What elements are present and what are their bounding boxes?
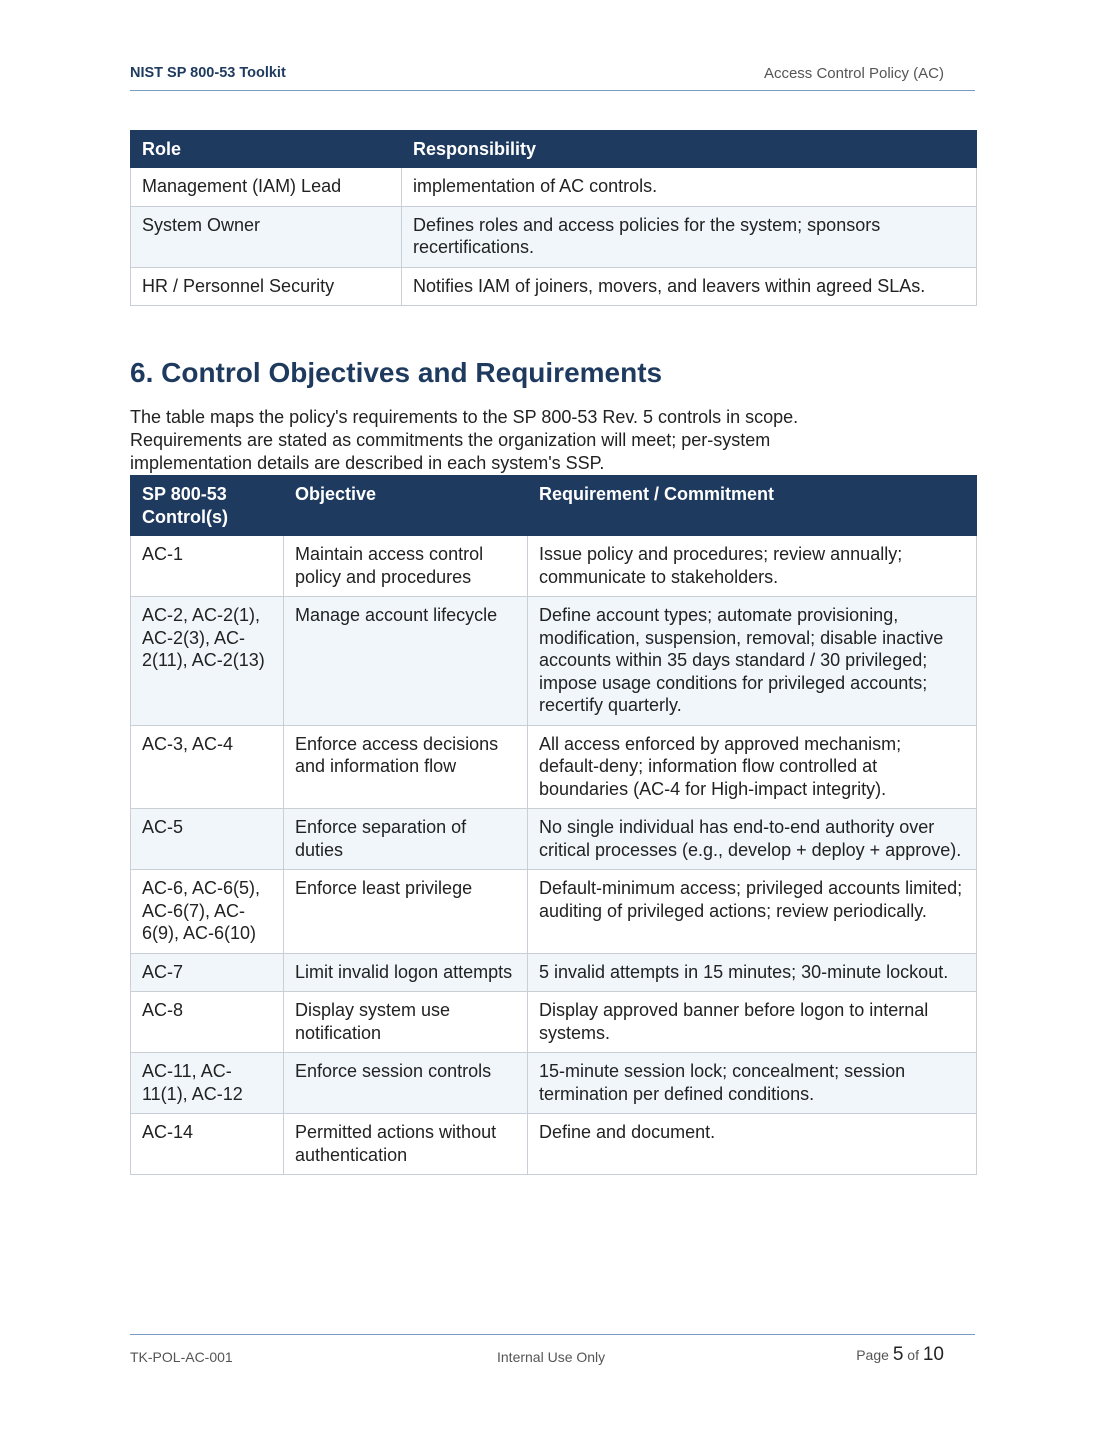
requirement-cell: Define and document.: [528, 1114, 977, 1175]
objective-cell: Permitted actions without authentication: [284, 1114, 528, 1175]
table-row: [131, 953, 977, 992]
header-policy-title: Access Control Policy (AC): [763, 65, 944, 82]
requirement-cell: Default-minimum access; privileged accounts limited; auditing of privileged actions; review periodically.: [528, 870, 977, 954]
responsibility-cell: Notifies IAM of joiners, movers, and leavers within agreed SLAs.: [402, 267, 977, 306]
page-header: [130, 62, 975, 91]
role-cell: Management (IAM) Lead: [131, 168, 402, 207]
responsibility-cell: Defines roles and access policies for the system; sponsors recertifications.: [402, 206, 977, 267]
role-cell: System Owner: [131, 206, 402, 267]
footer-classification: Internal Use Only: [497, 1349, 606, 1365]
table-header-row: [131, 476, 977, 536]
objective-cell: Display system use notification: [284, 992, 528, 1053]
column-header-requirement: Requirement / Commitment: [528, 476, 977, 536]
requirement-cell: All access enforced by approved mechanism; default-deny; information flow controlled at boundaries (AC-4 for High-impact integrity).: [528, 725, 977, 809]
objective-cell: Maintain access control policy and procedures: [284, 536, 528, 597]
column-header-role: Role: [131, 131, 402, 168]
control-id-cell: AC-1: [131, 536, 284, 597]
objective-cell: Enforce access decisions and information flow: [284, 725, 528, 809]
table-row: [131, 1053, 977, 1114]
objective-cell: Enforce separation of duties: [284, 809, 528, 870]
page-current: 5: [892, 1344, 904, 1365]
table-row: [131, 725, 977, 809]
requirement-cell: Issue policy and procedures; review annually; communicate to stakeholders.: [528, 536, 977, 597]
page-label: Page: [856, 1347, 889, 1363]
section-intro: The table maps the policy's requirements to the SP 800-53 Rev. 5 controls in scope. Requirements are stated as commitments the organization will meet; per-system implementation details are described in each system's SSP.: [130, 407, 799, 473]
requirement-cell: 15-minute session lock; concealment; session termination per defined conditions.: [528, 1053, 977, 1114]
objective-cell: Manage account lifecycle: [284, 597, 528, 726]
table-row: [131, 206, 977, 267]
table-row: [131, 1114, 977, 1175]
table-row: [131, 870, 977, 954]
responsibility-cell: implementation of AC controls.: [402, 168, 977, 207]
objective-cell: Limit invalid logon attempts: [284, 953, 528, 992]
control-id-cell: AC-7: [131, 953, 284, 992]
table-row: [131, 992, 977, 1053]
control-id-cell: AC-8: [131, 992, 284, 1053]
requirement-cell: Define account types; automate provisioning, modification, suspension, removal; disable inactive accounts within 35 days standard / 30 privileged; impose usage conditions for privileged accounts; recertify quarterly.: [528, 597, 977, 726]
control-id-cell: AC-6, AC-6(5), AC-6(7), AC-6(9), AC-6(10): [131, 870, 284, 954]
controls-table: [130, 475, 977, 1175]
roles-table: [130, 130, 977, 306]
control-id-cell: AC-5: [131, 809, 284, 870]
control-id-cell: AC-3, AC-4: [131, 725, 284, 809]
role-cell: HR / Personnel Security: [131, 267, 402, 306]
of-label: of: [907, 1347, 919, 1363]
footer-doc-id: TK-POL-AC-001: [130, 1349, 233, 1365]
objective-cell: Enforce least privilege: [284, 870, 528, 954]
requirement-cell: Display approved banner before logon to internal systems.: [528, 992, 977, 1053]
column-header-controls: SP 800-53 Control(s): [131, 476, 284, 536]
header-toolkit-title: NIST SP 800-53 Toolkit: [130, 65, 286, 81]
table-row: [131, 168, 977, 207]
table-header-row: [131, 131, 977, 168]
column-header-responsibility: Responsibility: [402, 131, 977, 168]
section-title: 6. Control Objectives and Requirements: [130, 357, 663, 388]
table-row: [131, 536, 977, 597]
table-row: [131, 267, 977, 306]
objective-cell: Enforce session controls: [284, 1053, 528, 1114]
page-total: 10: [922, 1344, 944, 1365]
page-footer: [130, 1334, 975, 1375]
control-id-cell: AC-2, AC-2(1), AC-2(3), AC-2(11), AC-2(13): [131, 597, 284, 726]
control-id-cell: AC-11, AC-11(1), AC-12: [131, 1053, 284, 1114]
requirement-cell: No single individual has end-to-end authority over critical processes (e.g., develop + deploy + approve).: [528, 809, 977, 870]
footer-page-number: [856, 1344, 944, 1366]
column-header-objective: Objective: [284, 476, 528, 536]
control-id-cell: AC-14: [131, 1114, 284, 1175]
table-row: [131, 597, 977, 726]
table-row: [131, 809, 977, 870]
requirement-cell: 5 invalid attempts in 15 minutes; 30-minute lockout.: [528, 953, 977, 992]
